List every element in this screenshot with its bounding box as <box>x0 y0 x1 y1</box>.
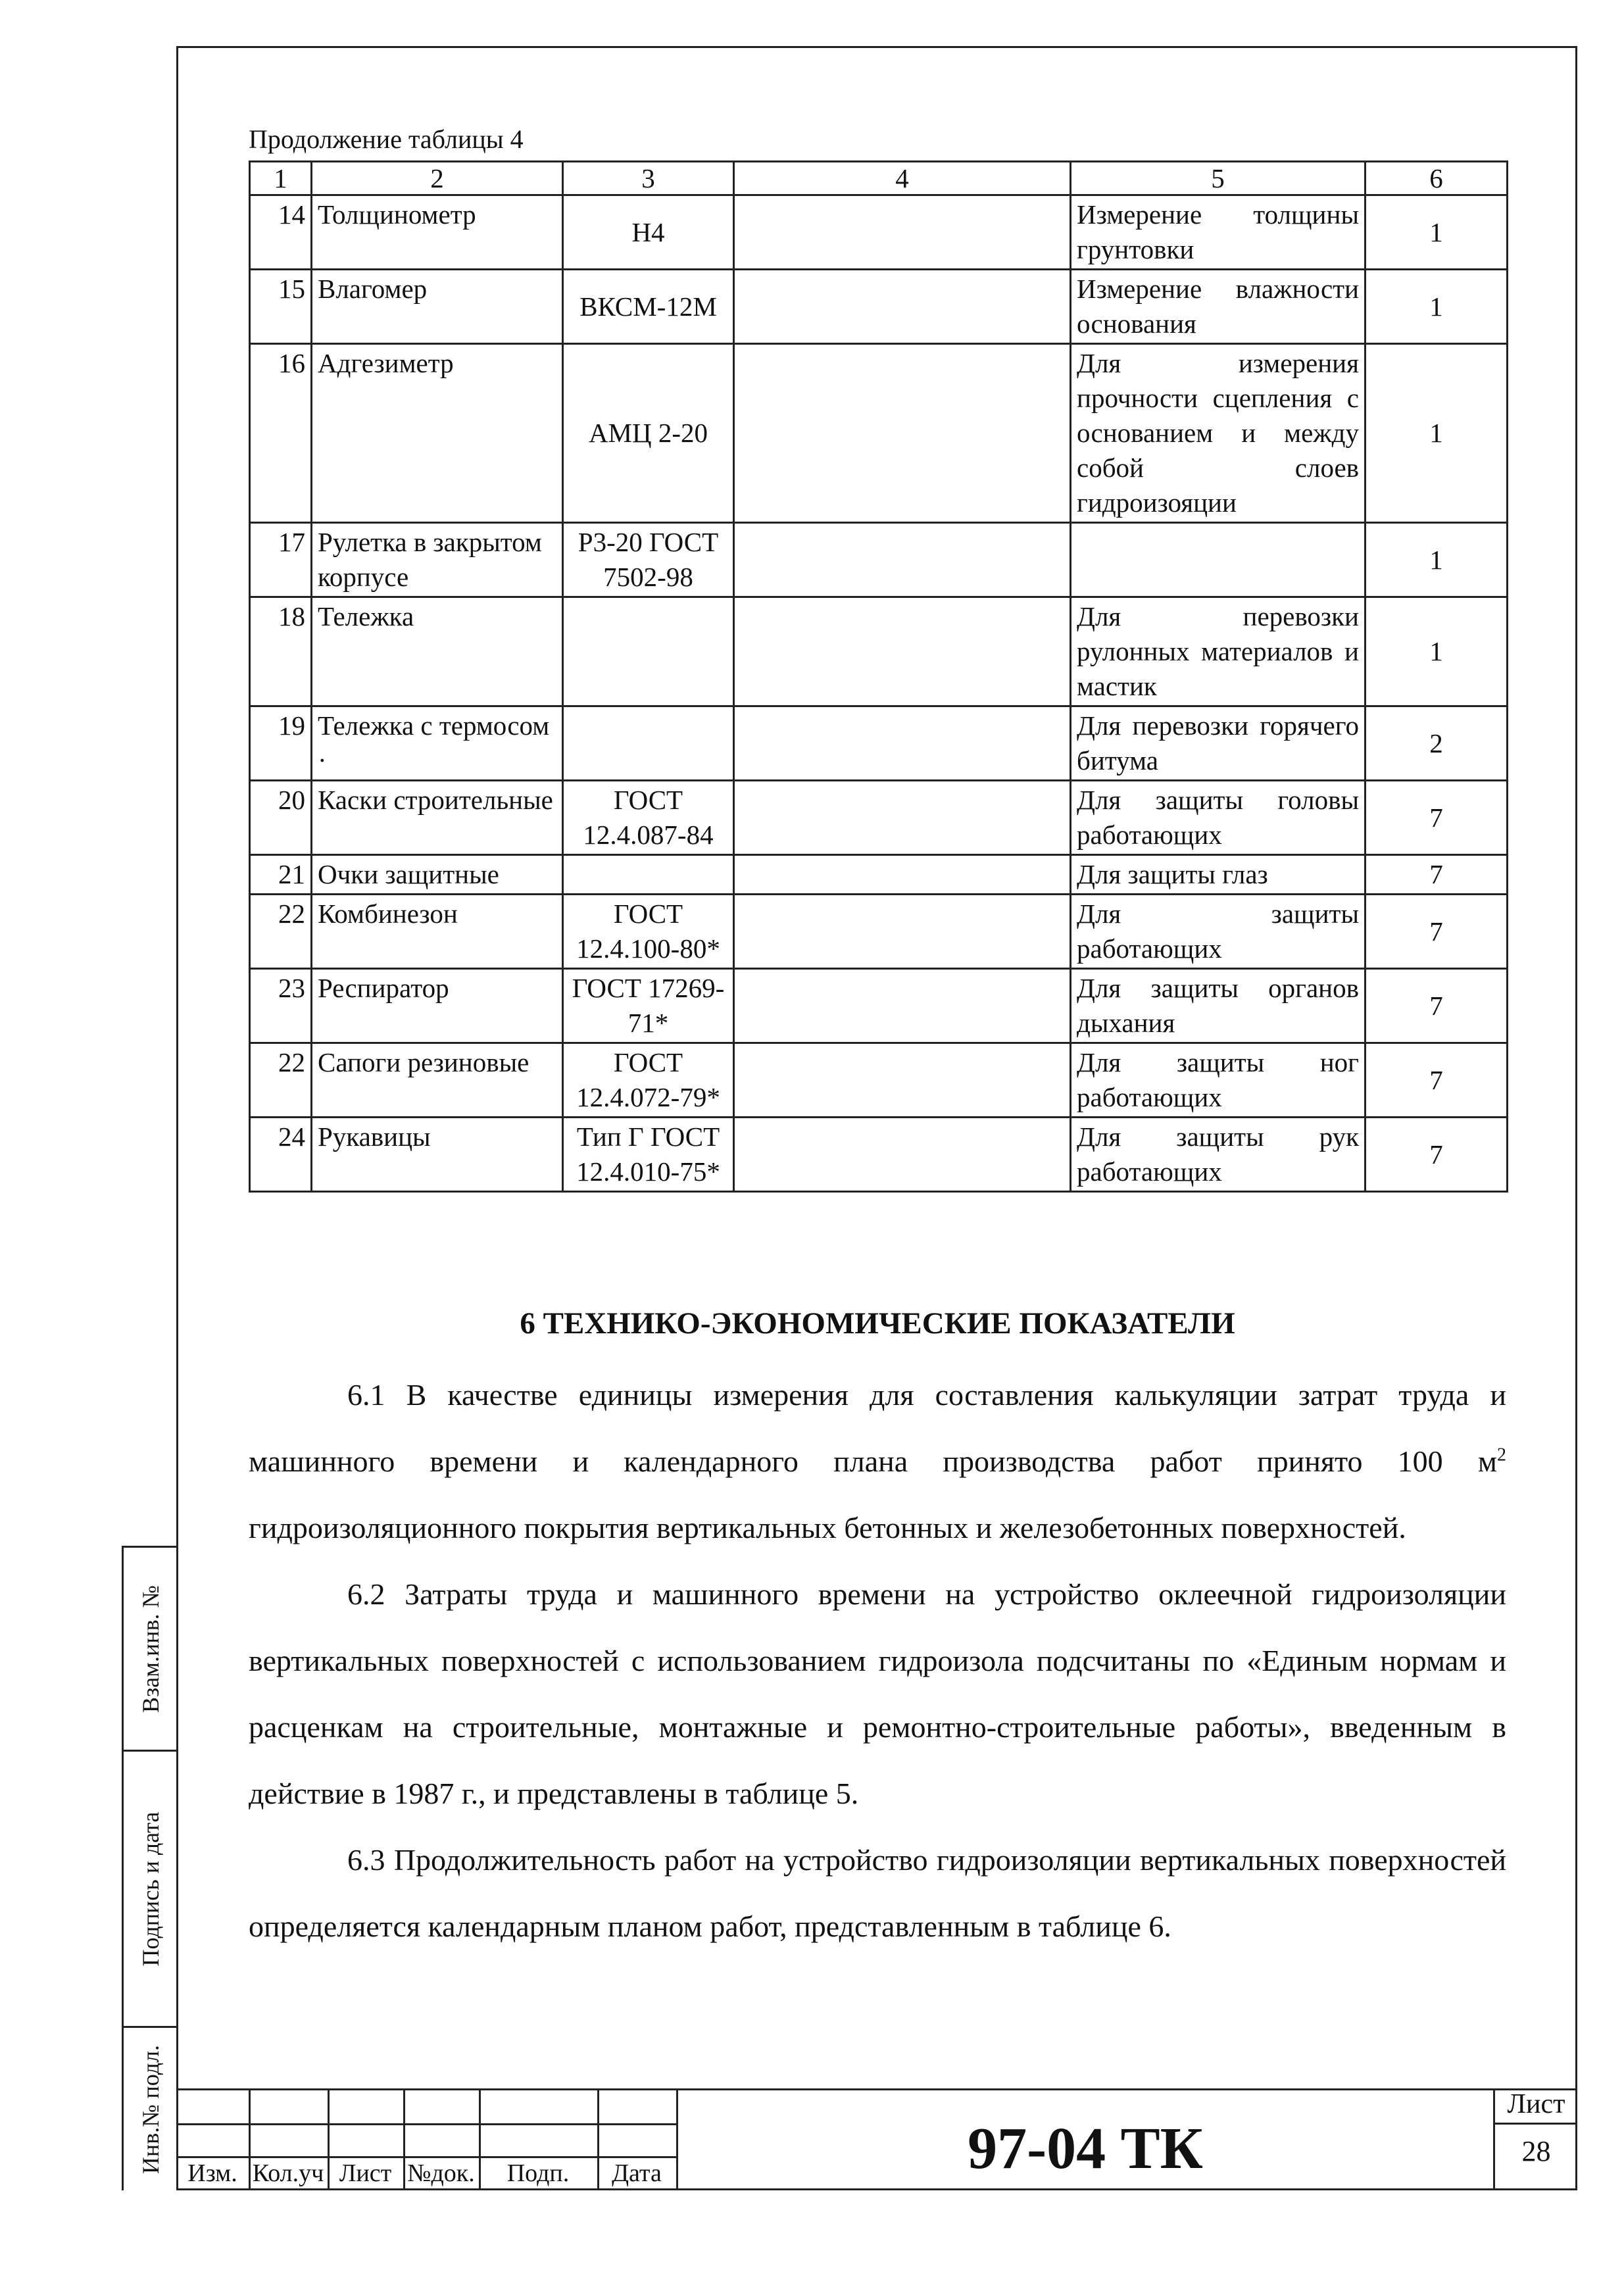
item-name: Рулетка в закрытом корпусе <box>312 523 563 597</box>
item-name: Толщинометр <box>312 195 563 270</box>
table-row <box>250 270 1508 344</box>
side-cell-vzam <box>124 1548 177 1752</box>
item-qty: 1 <box>1366 344 1508 523</box>
row-number: 23 <box>250 969 312 1043</box>
header-cell: 5 <box>1071 162 1366 195</box>
equipment-table <box>249 160 1508 1193</box>
item-purpose: Для перевозки рулонных материалов и мастик <box>1071 597 1366 706</box>
item-mark: Р3-20 ГОСТ 7502-98 <box>563 523 734 597</box>
item-mark: ГОСТ 12.4.087-84 <box>563 781 734 855</box>
item-qty: 7 <box>1366 1043 1508 1118</box>
item-col4 <box>734 855 1071 895</box>
table-caption: Продолжение таблицы 4 <box>249 124 524 154</box>
item-col4 <box>734 597 1071 706</box>
side-stamp <box>122 1546 177 2190</box>
paragraph-6-1-text: 6.1 В качестве единицы измерения для составления калькуляции затрат труда и машинного времени и календарного плана производства работ принято 100 м <box>249 1378 1506 1478</box>
table-row <box>250 523 1508 597</box>
item-name: Рукавицы <box>312 1118 563 1192</box>
item-qty: 7 <box>1366 1118 1508 1192</box>
table-row <box>250 781 1508 855</box>
item-purpose: Для перевозки горячего битума <box>1071 706 1366 781</box>
label-ndok: №док. <box>407 2159 475 2187</box>
item-mark <box>563 855 734 895</box>
item-col4 <box>734 270 1071 344</box>
item-name: Тележка с термосом · <box>312 706 563 781</box>
table-row <box>250 597 1508 706</box>
item-mark <box>563 597 734 706</box>
table-row <box>250 706 1508 781</box>
label-list: Лист <box>339 2159 392 2187</box>
paragraph-6-3: 6.3 Продолжительность работ на устройство гидроизоляции вертикальных поверхностей определяется календарным планом работ, представленным в таблице 6. <box>249 1843 1506 1943</box>
item-mark: ГОСТ 12.4.100-80* <box>563 895 734 969</box>
item-mark: АМЦ 2-20 <box>563 344 734 523</box>
table-row <box>250 1118 1508 1192</box>
item-purpose: Для защиты глаз <box>1071 855 1366 895</box>
item-name: Комбинезон <box>312 895 563 969</box>
table-row <box>250 195 1508 270</box>
item-name: Респиратор <box>312 969 563 1043</box>
item-purpose: Для защиты работающих <box>1071 895 1366 969</box>
item-col4 <box>734 195 1071 270</box>
item-col4 <box>734 1043 1071 1118</box>
header-cell: 1 <box>250 162 312 195</box>
paragraph-6-1-tail: гидроизоляционного покрытия вертикальных бетонных и железобетонных поверхностей. <box>249 1511 1406 1544</box>
item-col4 <box>734 1118 1071 1192</box>
item-mark: Н4 <box>563 195 734 270</box>
section-heading: 6 ТЕХНИКО-ЭКОНОМИЧЕСКИЕ ПОКАЗАТЕЛИ <box>520 1306 1235 1341</box>
item-mark: ВКСМ-12М <box>563 270 734 344</box>
title-block-row-line <box>176 2123 676 2125</box>
item-col4 <box>734 706 1071 781</box>
item-name: Тележка <box>312 597 563 706</box>
row-number: 16 <box>250 344 312 523</box>
row-number: 24 <box>250 1118 312 1192</box>
item-mark: ГОСТ 17269-71* <box>563 969 734 1043</box>
sheet-number: 28 <box>1521 2135 1551 2167</box>
paragraph-6-2: 6.2 Затраты труда и машинного времени на устройство оклеечной гидроизоляции вертикальных поверхностей с использованием гидроизола подсчитаны по «Единым нормам и расценкам на строительные, монтажные и ремонтно-строительные работы», введенным в действие в 1987 г., и представлены в таблице 5. <box>249 1577 1506 1810</box>
row-number: 21 <box>250 855 312 895</box>
item-col4 <box>734 969 1071 1043</box>
item-col4 <box>734 344 1071 523</box>
item-mark: ГОСТ 12.4.072-79* <box>563 1043 734 1118</box>
row-number: 22 <box>250 895 312 969</box>
row-number: 17 <box>250 523 312 597</box>
table-row <box>250 344 1508 523</box>
header-cell: 4 <box>734 162 1071 195</box>
table-row <box>250 1043 1508 1118</box>
label-izm: Изм. <box>187 2159 237 2187</box>
item-qty: 7 <box>1366 895 1508 969</box>
table-header-row <box>250 162 1508 195</box>
document-code: 97-04 ТК <box>968 2116 1203 2181</box>
item-col4 <box>734 781 1071 855</box>
table-row <box>250 895 1508 969</box>
label-podp: Подп. <box>506 2159 570 2187</box>
paragraph-6-1 <box>249 1362 1506 1561</box>
item-name: Сапоги резиновые <box>312 1043 563 1118</box>
side-cell-inv <box>124 2028 177 2190</box>
row-number: 20 <box>250 781 312 855</box>
item-qty: 1 <box>1366 597 1508 706</box>
item-qty: 1 <box>1366 523 1508 597</box>
item-qty: 2 <box>1366 706 1508 781</box>
item-mark <box>563 706 734 781</box>
header-cell: 3 <box>563 162 734 195</box>
superscript: 2 <box>1497 1444 1506 1466</box>
sheet-label: Лист <box>1495 2088 1577 2125</box>
item-qty: 7 <box>1366 855 1508 895</box>
item-purpose: Для защиты органов дыхания <box>1071 969 1366 1043</box>
side-label-podpis: Подпись и дата <box>137 1811 164 1966</box>
side-cell-podpis <box>124 1752 177 2028</box>
header-cell: 2 <box>312 162 563 195</box>
row-number: 18 <box>250 597 312 706</box>
side-label-vzam: Взам.инв. № <box>137 1585 164 1713</box>
item-purpose: Для защиты головы работающих <box>1071 781 1366 855</box>
row-number: 22 <box>250 1043 312 1118</box>
item-qty: 1 <box>1366 270 1508 344</box>
label-kol: Кол.уч <box>252 2159 324 2187</box>
item-purpose: Для измерения прочности сцепления с основанием и между собой слоев гидроизояции <box>1071 344 1366 523</box>
item-purpose: Для защиты рук работающих <box>1071 1118 1366 1192</box>
sheet-number-box <box>1493 2088 1577 2190</box>
row-number: 14 <box>250 195 312 270</box>
label-data: Дата <box>612 2159 662 2187</box>
row-number: 19 <box>250 706 312 781</box>
title-block-row-line <box>176 2156 676 2158</box>
item-purpose: Измерение толщины грунтовки <box>1071 195 1366 270</box>
item-name: Каски строительные <box>312 781 563 855</box>
table-row <box>250 855 1508 895</box>
item-col4 <box>734 895 1071 969</box>
item-name: Очки защитные <box>312 855 563 895</box>
header-cell: 6 <box>1366 162 1508 195</box>
item-name: Адгезиметр <box>312 344 563 523</box>
item-purpose: Измерение влажности основания <box>1071 270 1366 344</box>
table-row <box>250 969 1508 1043</box>
section-body <box>249 1362 1506 1959</box>
item-qty: 7 <box>1366 781 1508 855</box>
item-purpose <box>1071 523 1366 597</box>
side-label-inv: Инв.№ подл. <box>137 2044 164 2174</box>
item-name: Влагомер <box>312 270 563 344</box>
item-purpose: Для защиты ног работающих <box>1071 1043 1366 1118</box>
row-number: 15 <box>250 270 312 344</box>
item-qty: 1 <box>1366 195 1508 270</box>
item-qty: 7 <box>1366 969 1508 1043</box>
item-mark: Тип Г ГОСТ 12.4.010-75* <box>563 1118 734 1192</box>
item-col4 <box>734 523 1071 597</box>
